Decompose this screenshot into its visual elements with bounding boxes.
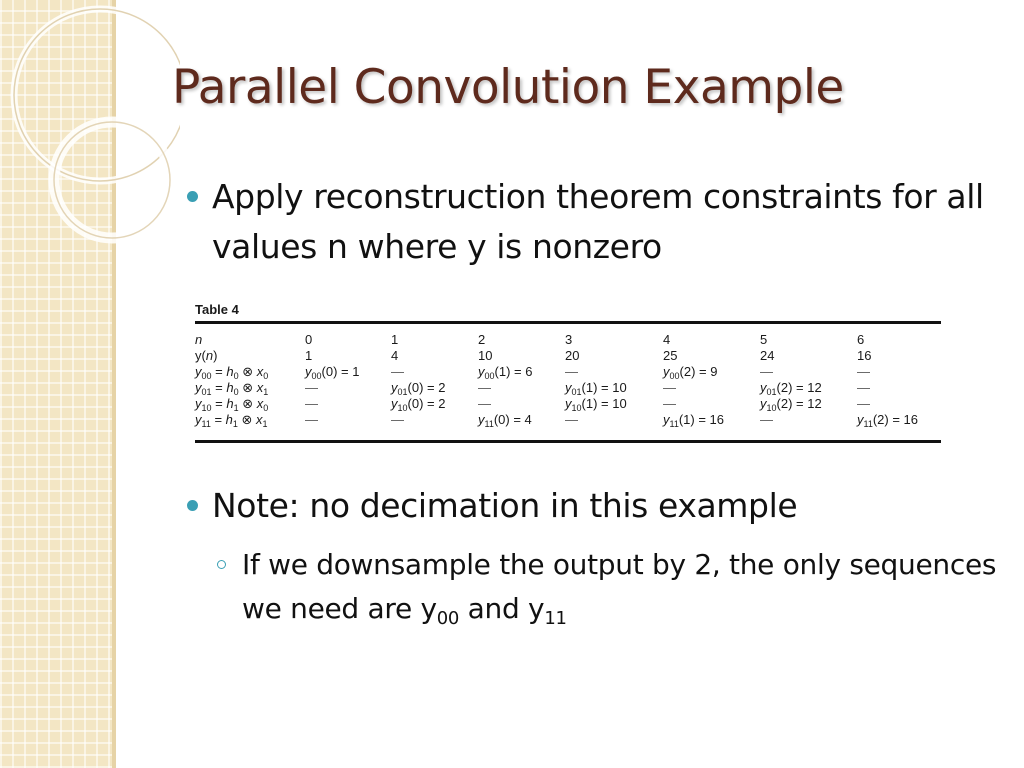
table-y-value: 4 <box>391 348 399 363</box>
table-cell: $y_{00}(2) = 9$ <box>663 364 718 381</box>
table-cell: — <box>478 380 491 395</box>
table-row-label: y(n) <box>195 348 218 363</box>
table-cell: — <box>305 412 318 427</box>
table-cell: $y_{00}(1) = 6$ <box>478 364 533 381</box>
table-n-value: 4 <box>663 332 671 347</box>
table-n-value: 2 <box>478 332 486 347</box>
table-cell: — <box>305 380 318 395</box>
table-cell: $y_{10}(2) = 12$ <box>760 396 822 413</box>
table-y-value: 1 <box>305 348 313 363</box>
table-cell: — <box>391 412 404 427</box>
table-cell: — <box>391 364 404 379</box>
bullet-dot-icon <box>187 500 198 511</box>
table-y-value: 25 <box>663 348 678 363</box>
table-cell: — <box>857 364 870 379</box>
table-cell: $y_{01}(0) = 2$ <box>391 380 446 397</box>
table-cell: — <box>760 364 773 379</box>
table-cell: $y_{01}(2) = 12$ <box>760 380 822 397</box>
table-cell: — <box>760 412 773 427</box>
table-n-value: 3 <box>565 332 573 347</box>
table-row-label: n <box>195 332 203 347</box>
convolution-table <box>195 300 941 445</box>
sub-bullet-ring-icon <box>217 560 226 569</box>
table-n-value: 1 <box>391 332 399 347</box>
table-cell: — <box>857 396 870 411</box>
table-row-label: $y_{01} = h_0$ ⊗ $x_1$ <box>195 380 269 397</box>
table-cell: — <box>305 396 318 411</box>
table-cell: — <box>663 380 676 395</box>
table-cell: $y_{00}(0) = 1$ <box>305 364 360 381</box>
table-y-value: 16 <box>857 348 872 363</box>
table-cell: $y_{11}(1) = 16$ <box>663 412 725 429</box>
table-cell: — <box>565 412 578 427</box>
table-cell: — <box>857 380 870 395</box>
table-cell: $y_{10}(1) = 10$ <box>565 396 627 413</box>
table-row-label: $y_{10} = h_1$ ⊗ $x_0$ <box>195 396 269 413</box>
table-top-rule <box>195 321 941 324</box>
sub-bullet-text-mid: and y <box>459 592 545 625</box>
subscript-00: 00 <box>436 608 460 629</box>
bullet-dot-icon <box>187 191 198 202</box>
table-cell: $y_{01}(1) = 10$ <box>565 380 627 397</box>
subscript-11: 11 <box>544 608 567 629</box>
table-y-value: 24 <box>760 348 775 363</box>
decorative-rings <box>0 0 180 260</box>
slide-title: Parallel Convolution Example <box>172 60 844 115</box>
table-n-value: 6 <box>857 332 865 347</box>
table-y-value: 10 <box>478 348 493 363</box>
table-bottom-rule <box>195 440 941 443</box>
table-y-value: 20 <box>565 348 580 363</box>
bullet-text: Note: no decimation in this example <box>212 486 798 525</box>
table-n-value: 0 <box>305 332 313 347</box>
table-row-label: $y_{11} = h_1$ ⊗ $x_1$ <box>195 412 268 429</box>
sub-bullet-text-start: If we downsample the output by 2, the only sequences we need are y <box>242 548 997 625</box>
bullet-text: Apply reconstruction theorem constraints for all values n where y is nonzero <box>212 177 984 266</box>
table-cell: — <box>478 396 491 411</box>
table-n-value: 5 <box>760 332 768 347</box>
table-cell: $y_{11}(0) = 4$ <box>478 412 532 429</box>
bullet-item-reconstruction <box>212 172 1012 272</box>
bullet-item-note <box>212 481 1012 531</box>
table-caption: Table 4 <box>195 302 239 317</box>
table-cell: $y_{11}(2) = 16$ <box>857 412 919 429</box>
table-cell: — <box>565 364 578 379</box>
sub-bullet-item <box>242 543 1002 641</box>
table-cell: $y_{10}(0) = 2$ <box>391 396 446 413</box>
table-cell: — <box>663 396 676 411</box>
table-row-label: $y_{00} = h_0$ ⊗ $x_0$ <box>195 364 269 381</box>
